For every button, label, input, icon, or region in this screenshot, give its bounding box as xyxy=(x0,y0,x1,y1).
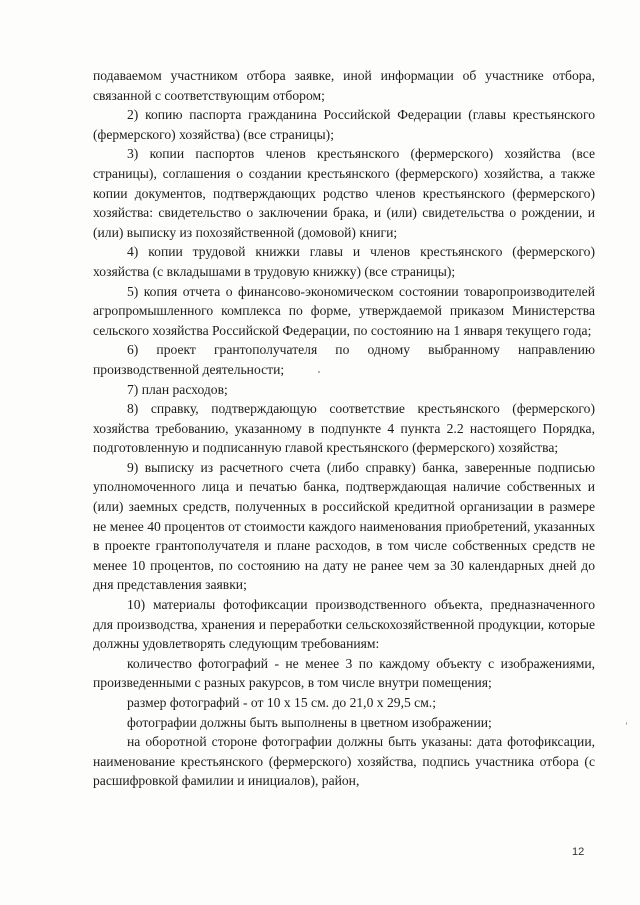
paragraph-photo-size: размер фотографий - от 10 х 15 см. до 21,0 х 29,5 см.; xyxy=(127,695,436,710)
paragraph-photo-count: количество фотографий - не менее 3 по каждому объекту с изображениями, произведенными с разных ракурсов, в том числе внутри помещения; xyxy=(93,655,595,691)
paragraph-photo-reverse: на оборотной стороне фотографии должны быть указаны: дата фотофиксации, наименование крестьянского (фермерского) хозяйства, подпись участника отбора (с расшифровкой фамилии и инициалов), район, xyxy=(93,734,595,789)
scan-speck xyxy=(626,722,627,725)
paragraph-item-8: 8) справку, подтверждающую соответствие крестьянского (фермерского) хозяйства требованию, указанному в подпункте 4 пункта 2.2 настоящего Порядка, подготовленную и подписанную главой крестьянского (фермерского) хозяйства; xyxy=(93,401,595,456)
paragraph-photo-color: фотографии должны быть выполнены в цветном изображении; xyxy=(127,714,492,730)
paragraph-item-3: 3) копии паспортов членов крестьянского (фермерского) хозяйства (все страницы), соглашения о создании крестьянского (фермерского) хозяйства, а также копии документов, подтверждающих родство членов крестьянского (фермерского) хозяйства: свидетельство о заключении брака, и (или) свидетельства о рождении, и (или) выписку из похозяйственной (домовой) книги; xyxy=(93,146,595,240)
paragraph-item-10: 10) материалы фотофиксации производственного объекта, предназначенного для производства, хранения и переработки сельскохозяйственной продукции, которые должны удовлетворять следующим требованиям: xyxy=(93,597,595,652)
document-body xyxy=(93,66,595,791)
paragraph-item-9: 9) выписку из расчетного счета (либо справку) банка, заверенные подписью уполномоченного лица и печатью банка, подтверждающая наличие собственных и (или) заемных средств, полученных в российской кредитной организации в размере не менее 40 процентов от стоимости каждого наименования приобретений, указанных в проекте грантополучателя и плане расходов, в том числе собственных средств не менее 10 процентов, по состоянию на дату не ранее чем за 30 календарных дней до дня представления заявки; xyxy=(93,459,595,593)
paragraph-item-5: 5) копия отчета о финансово-экономическом состоянии товаропроизводителей агропромышленного комплекса по форме, утверждаемой приказом Министерства сельского хозяйства Российской Федерации, по состоянию на 1 января текущего года; xyxy=(93,283,595,338)
paragraph-item-4: 4) копии трудовой книжки главы и членов крестьянского (фермерского) хозяйства (с вкладышами в трудовую книжку) (все страницы); xyxy=(93,244,595,279)
paragraph-item-7: 7) план расходов; xyxy=(127,381,228,397)
paragraph-item-2: 2) копию паспорта гражданина Российской Федерации (главы крестьянского (фермерского) хозяйства) (все страницы); xyxy=(93,107,595,142)
scan-speck xyxy=(318,371,320,373)
paragraph-continuation: подаваемом участником отбора заявке, иной информации об участнике отбора, связанной с соответствующим отбором; xyxy=(93,68,595,103)
page-number: 12 xyxy=(572,846,585,858)
paragraph-item-6: 6) проект грантополучателя по одному выбранному направлению производственной деятельности; xyxy=(93,342,595,377)
